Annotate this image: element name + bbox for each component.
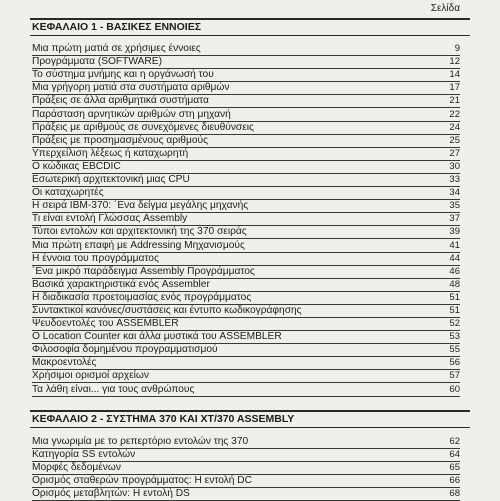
toc-entry-page: 39 <box>449 226 460 238</box>
toc-entry-title: Ορισμός σταθερών προγράμματος: Η εντολή DC <box>32 475 252 487</box>
toc-entry-title: Κατηγορία SS εντολών <box>32 449 136 461</box>
toc-entry-title: Ορισμός μεταβλητών: Η εντολή DS <box>32 488 190 500</box>
toc-entry <box>32 305 460 318</box>
toc-entry <box>32 462 460 475</box>
toc-entry-title: Τα λάθη είναι... για τους ανθρώπους <box>32 383 195 395</box>
toc-entry-title: Η έννοια του προγράμματος <box>32 252 159 264</box>
toc-entry-page: 24 <box>449 121 460 133</box>
toc-entry <box>32 174 460 187</box>
chapter-1-header: ΚΕΦΑΛΑΙΟ 1 - ΒΑΣΙΚΕΣ ΕΝΝΟΙΕΣ <box>30 18 470 36</box>
toc-entry-title: Ο κώδικας EBCDIC <box>32 160 121 172</box>
toc-entry <box>32 82 460 95</box>
toc-entry-title: Μακροεντολές <box>32 357 97 369</box>
toc-entry-title: Εσωτερική αρχιτεκτονική μιας CPU <box>32 174 190 186</box>
toc-entry <box>32 56 460 69</box>
toc-entry-title: Η διαδικασία προετοιμασίας ενός προγράμματος <box>32 291 252 303</box>
toc-entry <box>32 200 460 213</box>
toc-entry-page: 51 <box>449 291 460 303</box>
toc-entry-page: 9 <box>454 43 460 55</box>
toc-entry-page: 41 <box>449 239 460 251</box>
toc-entry-title: Μια γνωριμία με το ρεπερτόριο εντολών της 370 <box>32 436 249 448</box>
toc-entry-page: 62 <box>449 436 460 448</box>
toc-entry <box>32 108 460 121</box>
toc-entry-page: 30 <box>449 160 460 172</box>
toc-entry <box>32 318 460 331</box>
toc-entry-title: Ψευδοεντολές του ASSEMBLER <box>32 318 179 330</box>
toc-entry <box>32 253 460 266</box>
toc-entry <box>32 69 460 82</box>
toc-entry <box>32 135 460 148</box>
toc-entry <box>32 436 460 449</box>
toc-entry-page: 44 <box>449 252 460 264</box>
toc-entry-page: 14 <box>449 69 460 81</box>
toc-entry-page: 48 <box>449 278 460 290</box>
toc-entry-page: 65 <box>449 462 460 474</box>
toc-entry-page: 27 <box>449 147 460 159</box>
toc-entry <box>32 43 460 56</box>
toc-entry-title: Πράξεις με αριθμούς σε συνεχόμενες διευθύνσεις <box>32 121 254 133</box>
chapter-1-entries <box>32 43 460 397</box>
toc-entry-page: 21 <box>449 95 460 107</box>
toc-entry <box>32 488 460 501</box>
toc-entry-page: 17 <box>449 82 460 94</box>
toc-entry-title: Υπερχείλιση λέξεως ή καταχωρητή <box>32 147 189 159</box>
toc-entry-title: Τύποι εντολών και αρχιτεκτονική της 370 σειράς <box>32 226 247 238</box>
toc-entry-title: Προγράμματα (SOFTWARE) <box>32 56 162 68</box>
toc-entry-page: 66 <box>449 475 460 487</box>
toc-entry <box>32 370 460 383</box>
toc-entry-page: 33 <box>449 174 460 186</box>
toc-entry <box>32 148 460 161</box>
toc-entry-page: 55 <box>449 344 460 356</box>
page-column-label: Σελίδα <box>430 3 460 14</box>
toc-entry-title: Η σειρά IBM-370: ´Ενα δείγμα μεγάλης μηχανής <box>32 200 249 212</box>
toc-entry <box>32 266 460 279</box>
toc-entry-title: ´Ενα μικρό παράδειγμα Assembly Προγράμματος <box>32 265 255 277</box>
toc-entry-page: 56 <box>449 357 460 369</box>
toc-entry-page: 46 <box>449 265 460 277</box>
toc-entry <box>32 187 460 200</box>
toc-entry-title: Τι είναι εντολή Γλώσσας Assembly <box>32 213 188 225</box>
toc-entry-page: 68 <box>449 488 460 500</box>
toc-entry-page: 51 <box>449 304 460 316</box>
toc-entry-page: 35 <box>449 200 460 212</box>
toc-entry <box>32 279 460 292</box>
toc-entry <box>32 122 460 135</box>
toc-entry <box>32 226 460 239</box>
chapter-2-entries <box>32 436 460 501</box>
toc-entry <box>32 213 460 226</box>
chapter-2-header: ΚΕΦΑΛΑΙΟ 2 - ΣΥΣΤΗΜΑ 370 ΚΑΙ XT/370 ASSEMBLY <box>30 410 470 428</box>
toc-entry <box>32 383 460 396</box>
toc-entry-page: 52 <box>449 318 460 330</box>
toc-entry-page: 37 <box>449 213 460 225</box>
toc-entry <box>32 449 460 462</box>
toc-entry-title: Μορφές δεδομένων <box>32 462 121 474</box>
toc-entry-title: Χρήσιμοι ορισμοί αρχείων <box>32 370 149 382</box>
toc-entry <box>32 161 460 174</box>
toc-entry-page: 60 <box>449 383 460 395</box>
toc-entry-title: Φιλοσοφία δομημένου προγραμματισμού <box>32 344 218 356</box>
toc-entry-title: Συντακτικοί κανόνες/συστάσεις και έντυπο κωδικογράφησης <box>32 304 302 316</box>
toc-entry-title: Παράσταση αρνητικών αριθμών στη μηχανή <box>32 108 231 120</box>
toc-entry <box>32 357 460 370</box>
toc-entry-page: 22 <box>449 108 460 120</box>
toc-entry-title: Βασικά χαρακτηριστικά ενός Assembler <box>32 278 210 290</box>
toc-entry-title: Μια πρώτη επαφή με Addressing Μηχανισμούς <box>32 239 245 251</box>
toc-entry <box>32 95 460 108</box>
toc-entry <box>32 344 460 357</box>
toc-entry <box>32 292 460 305</box>
toc-entry-title: Πράξεις με προσημασμένους αριθμούς <box>32 134 208 146</box>
toc-entry-page: 57 <box>449 370 460 382</box>
toc-entry-title: Οι καταχωρητές <box>32 187 104 199</box>
toc-entry <box>32 331 460 344</box>
toc-entry-title: Μια πρώτη ματιά σε χρήσιμες έννοιες <box>32 43 201 55</box>
toc-entry-page: 64 <box>449 449 460 461</box>
toc-entry-title: Μια γρήγορη ματιά στα συστήματα αριθμών <box>32 82 230 94</box>
toc-entry-title: Το σύστημα μνήμης και η οργάνωσή του <box>32 69 214 81</box>
toc-entry-title: Πράξεις σε άλλα αριθμητικά συστήματα <box>32 95 209 107</box>
toc-entry-title: Ο Location Counter και άλλα μυστικά του ASSEMBLER <box>32 331 282 343</box>
toc-entry <box>32 475 460 488</box>
toc-entry-page: 25 <box>449 134 460 146</box>
toc-entry-page: 53 <box>449 331 460 343</box>
toc-entry <box>32 239 460 252</box>
toc-entry-page: 34 <box>449 187 460 199</box>
toc-entry-page: 12 <box>449 56 460 68</box>
